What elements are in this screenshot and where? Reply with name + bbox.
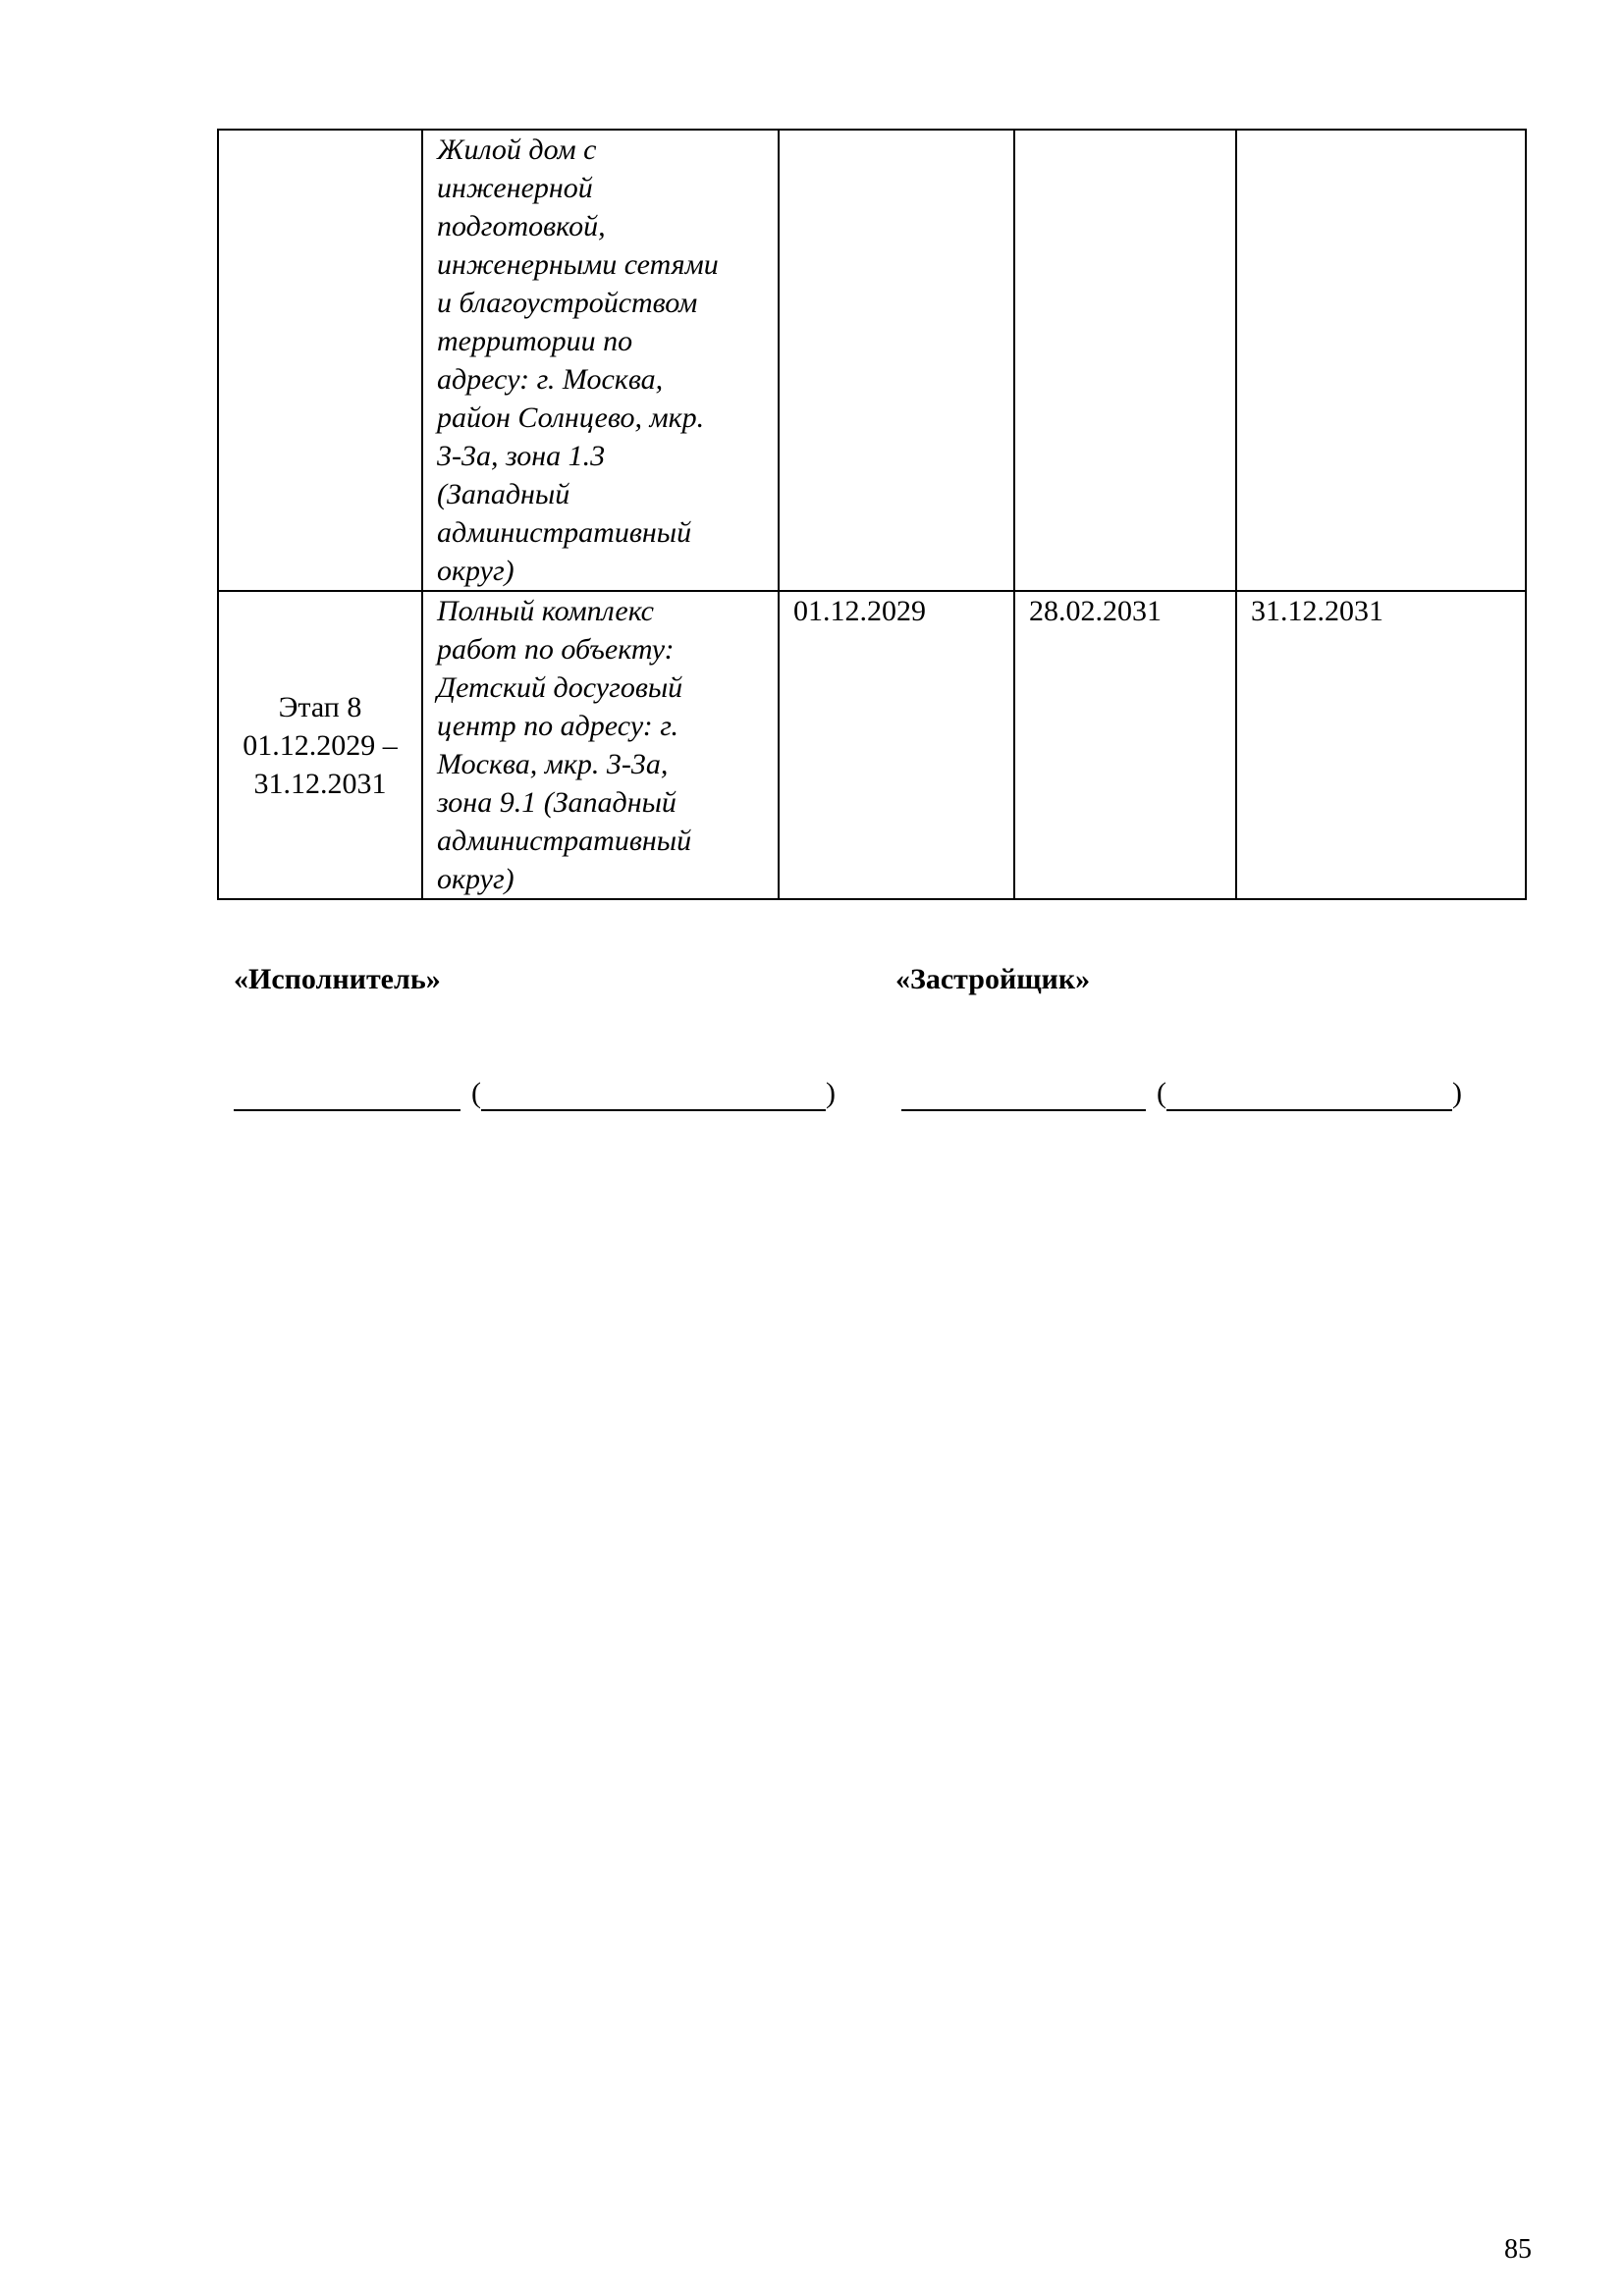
description-line: (Западный [437, 478, 570, 510]
end-date-cell [1236, 130, 1526, 591]
description-line: 3-3а, зона 1.3 [437, 440, 606, 472]
start-date-cell [779, 130, 1014, 591]
executor-signature-line [234, 1076, 836, 1111]
schedule-table [217, 129, 1527, 900]
start-date-cell: 01.12.2029 [779, 591, 1014, 899]
stage-start: 01.12.2029 – [243, 728, 398, 762]
description-line: административный [437, 516, 692, 549]
description-line: зона 9.1 (Западный [437, 786, 677, 819]
table-row [218, 591, 1526, 899]
description-line: Полный комплекс [437, 595, 654, 627]
signature-underline [234, 1080, 460, 1111]
description-line: и благоустройством [437, 287, 698, 319]
description-line: адресу: г. Москва, [437, 363, 664, 396]
description-line: Москва, мкр. 3-3а, [437, 748, 669, 780]
description-line: территории по [437, 325, 633, 357]
signature-underline [901, 1080, 1146, 1111]
description-line: Жилой дом с [437, 133, 597, 166]
stage-cell [218, 130, 422, 591]
intermediate-date-cell [1014, 130, 1236, 591]
description-line: инженерными сетями [437, 248, 719, 281]
description-cell [422, 591, 779, 899]
name-underline [481, 1080, 826, 1111]
description-line: центр по адресу: г. [437, 710, 679, 742]
stage-end: 31.12.2031 [253, 767, 387, 800]
description-line: округ) [437, 555, 514, 587]
name-underline [1166, 1080, 1452, 1111]
end-date-cell: 31.12.2031 [1236, 591, 1526, 899]
developer-label: «Застройщик» [895, 963, 1091, 995]
description-line: работ по объекту: [437, 633, 675, 666]
close-paren: ) [1452, 1077, 1462, 1109]
stage-cell [218, 591, 422, 899]
executor-label: «Исполнитель» [234, 963, 441, 995]
description-line: Детский досуговый [437, 671, 683, 704]
table-row [218, 130, 1526, 591]
stage-title: Этап 8 [278, 690, 362, 723]
description-line: округ) [437, 863, 514, 895]
description-line: инженерной [437, 172, 593, 204]
intermediate-date-cell: 28.02.2031 [1014, 591, 1236, 899]
close-paren: ) [826, 1077, 836, 1109]
developer-signature-line [901, 1076, 1462, 1111]
description-cell [422, 130, 779, 591]
description-line: подготовкой, [437, 210, 606, 242]
description-line: административный [437, 825, 692, 857]
open-paren: ( [471, 1077, 481, 1109]
description-line: район Солнцево, мкр. [437, 401, 705, 434]
page-number: 85 [1504, 2234, 1532, 2265]
open-paren: ( [1157, 1077, 1166, 1109]
